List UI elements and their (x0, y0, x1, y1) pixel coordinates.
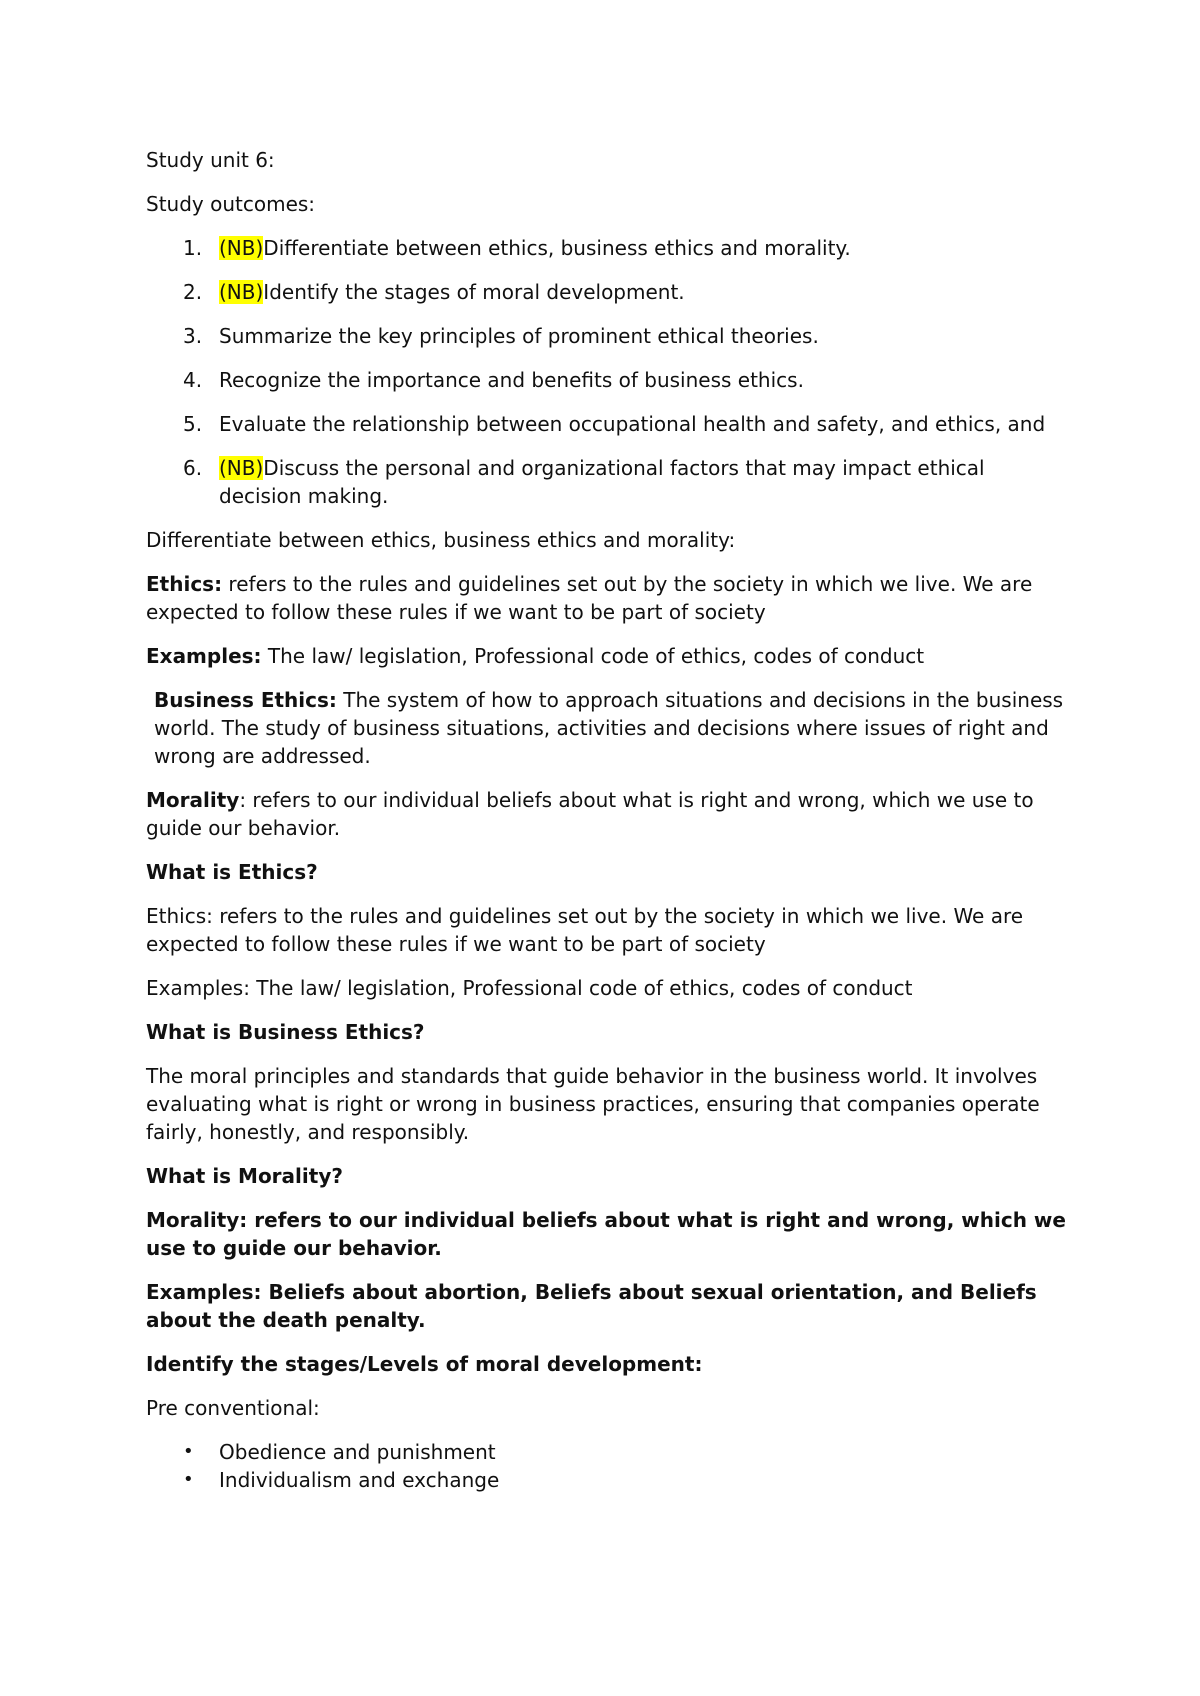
differentiate-heading: Differentiate between ethics, business ethics and morality: (146, 528, 736, 552)
list-item-text: Identify the stages of moral development. (263, 280, 685, 304)
what-is-business-ethics-definition: The moral principles and standards that guide behavior in the business world. It involves evaluating what is right or wrong in business practices, ensuring that companies operate fairly, honestly, and responsibly. (146, 1064, 1040, 1144)
list-item-text: Summarize the key principles of prominent ethical theories. (219, 324, 819, 348)
bullet-icon: • (183, 1469, 194, 1490)
what-is-ethics-definition: Ethics: refers to the rules and guidelines set out by the society in which we live. We are expected to follow these rules if we want to be part of society (146, 904, 1024, 956)
term-label: Examples: (146, 644, 262, 668)
what-is-business-ethics-heading: What is Business Ethics? (146, 1020, 425, 1044)
business-ethics-definition (146, 686, 1066, 770)
list-item-text: Obedience and punishment (219, 1440, 496, 1464)
document-body (146, 146, 1066, 1494)
outcomes-list (146, 234, 1066, 510)
list-item (146, 454, 1066, 510)
pre-conventional-heading: Pre conventional: (146, 1396, 320, 1420)
what-is-ethics-heading: What is Ethics? (146, 860, 318, 884)
what-is-morality-definition: Morality: refers to our individual beliefs about what is right and wrong, which we use to guide our behavior. (146, 1208, 1066, 1260)
ethics-definition (146, 570, 1066, 626)
list-item (146, 278, 1066, 306)
morality-definition (146, 786, 1066, 842)
term-label: Business Ethics: (154, 688, 337, 712)
bullet-icon: • (183, 1441, 194, 1462)
term-text: The law/ legislation, Professional code of ethics, codes of conduct (261, 644, 925, 668)
list-item (146, 366, 1066, 394)
outcomes-heading: Study outcomes: (146, 192, 316, 216)
list-number: 4. (183, 368, 203, 392)
list-item (146, 322, 1066, 350)
nb-highlight: (NB) (219, 236, 264, 260)
ethics-examples (146, 642, 1066, 670)
list-number: 1. (183, 236, 203, 260)
list-number: 2. (183, 280, 203, 304)
term-text: : refers to our individual beliefs about what is right and wrong, which we use to guide our behavior. (146, 788, 1034, 840)
term-label: Morality (146, 788, 240, 812)
list-number: 3. (183, 324, 203, 348)
stages-heading: Identify the stages/Levels of moral development: (146, 1352, 703, 1376)
list-item-text: Individualism and exchange (219, 1468, 500, 1492)
nb-highlight: (NB) (219, 280, 264, 304)
term-label: Ethics: (146, 572, 223, 596)
list-item (146, 1438, 1066, 1466)
what-is-ethics-examples: Examples: The law/ legislation, Professional code of ethics, codes of conduct (146, 976, 913, 1000)
list-item (146, 234, 1066, 262)
list-number: 6. (183, 456, 203, 480)
list-item (146, 1466, 1066, 1494)
list-item-text: Recognize the importance and benefits of business ethics. (219, 368, 804, 392)
term-text: The system of how to approach situations and decisions in the business world. The study of business situations, activities and decisions where issues of right and wrong are addressed. (154, 688, 1064, 768)
nb-highlight: (NB) (219, 456, 264, 480)
list-item-text: Discuss the personal and organizational factors that may impact ethical decision making. (219, 456, 985, 508)
what-is-morality-heading: What is Morality? (146, 1164, 343, 1188)
what-is-morality-examples: Examples: Beliefs about abortion, Beliefs about sexual orientation, and Beliefs about the death penalty. (146, 1280, 1037, 1332)
unit-title: Study unit 6: (146, 148, 275, 172)
list-item-text: Evaluate the relationship between occupational health and safety, and ethics, and (219, 412, 1046, 436)
list-number: 5. (183, 412, 203, 436)
list-item (146, 410, 1066, 438)
pre-conventional-list (146, 1438, 1066, 1494)
term-text: refers to the rules and guidelines set out by the society in which we live. We are expected to follow these rules if we want to be part of society (146, 572, 1033, 624)
list-item-text: Differentiate between ethics, business ethics and morality. (263, 236, 851, 260)
